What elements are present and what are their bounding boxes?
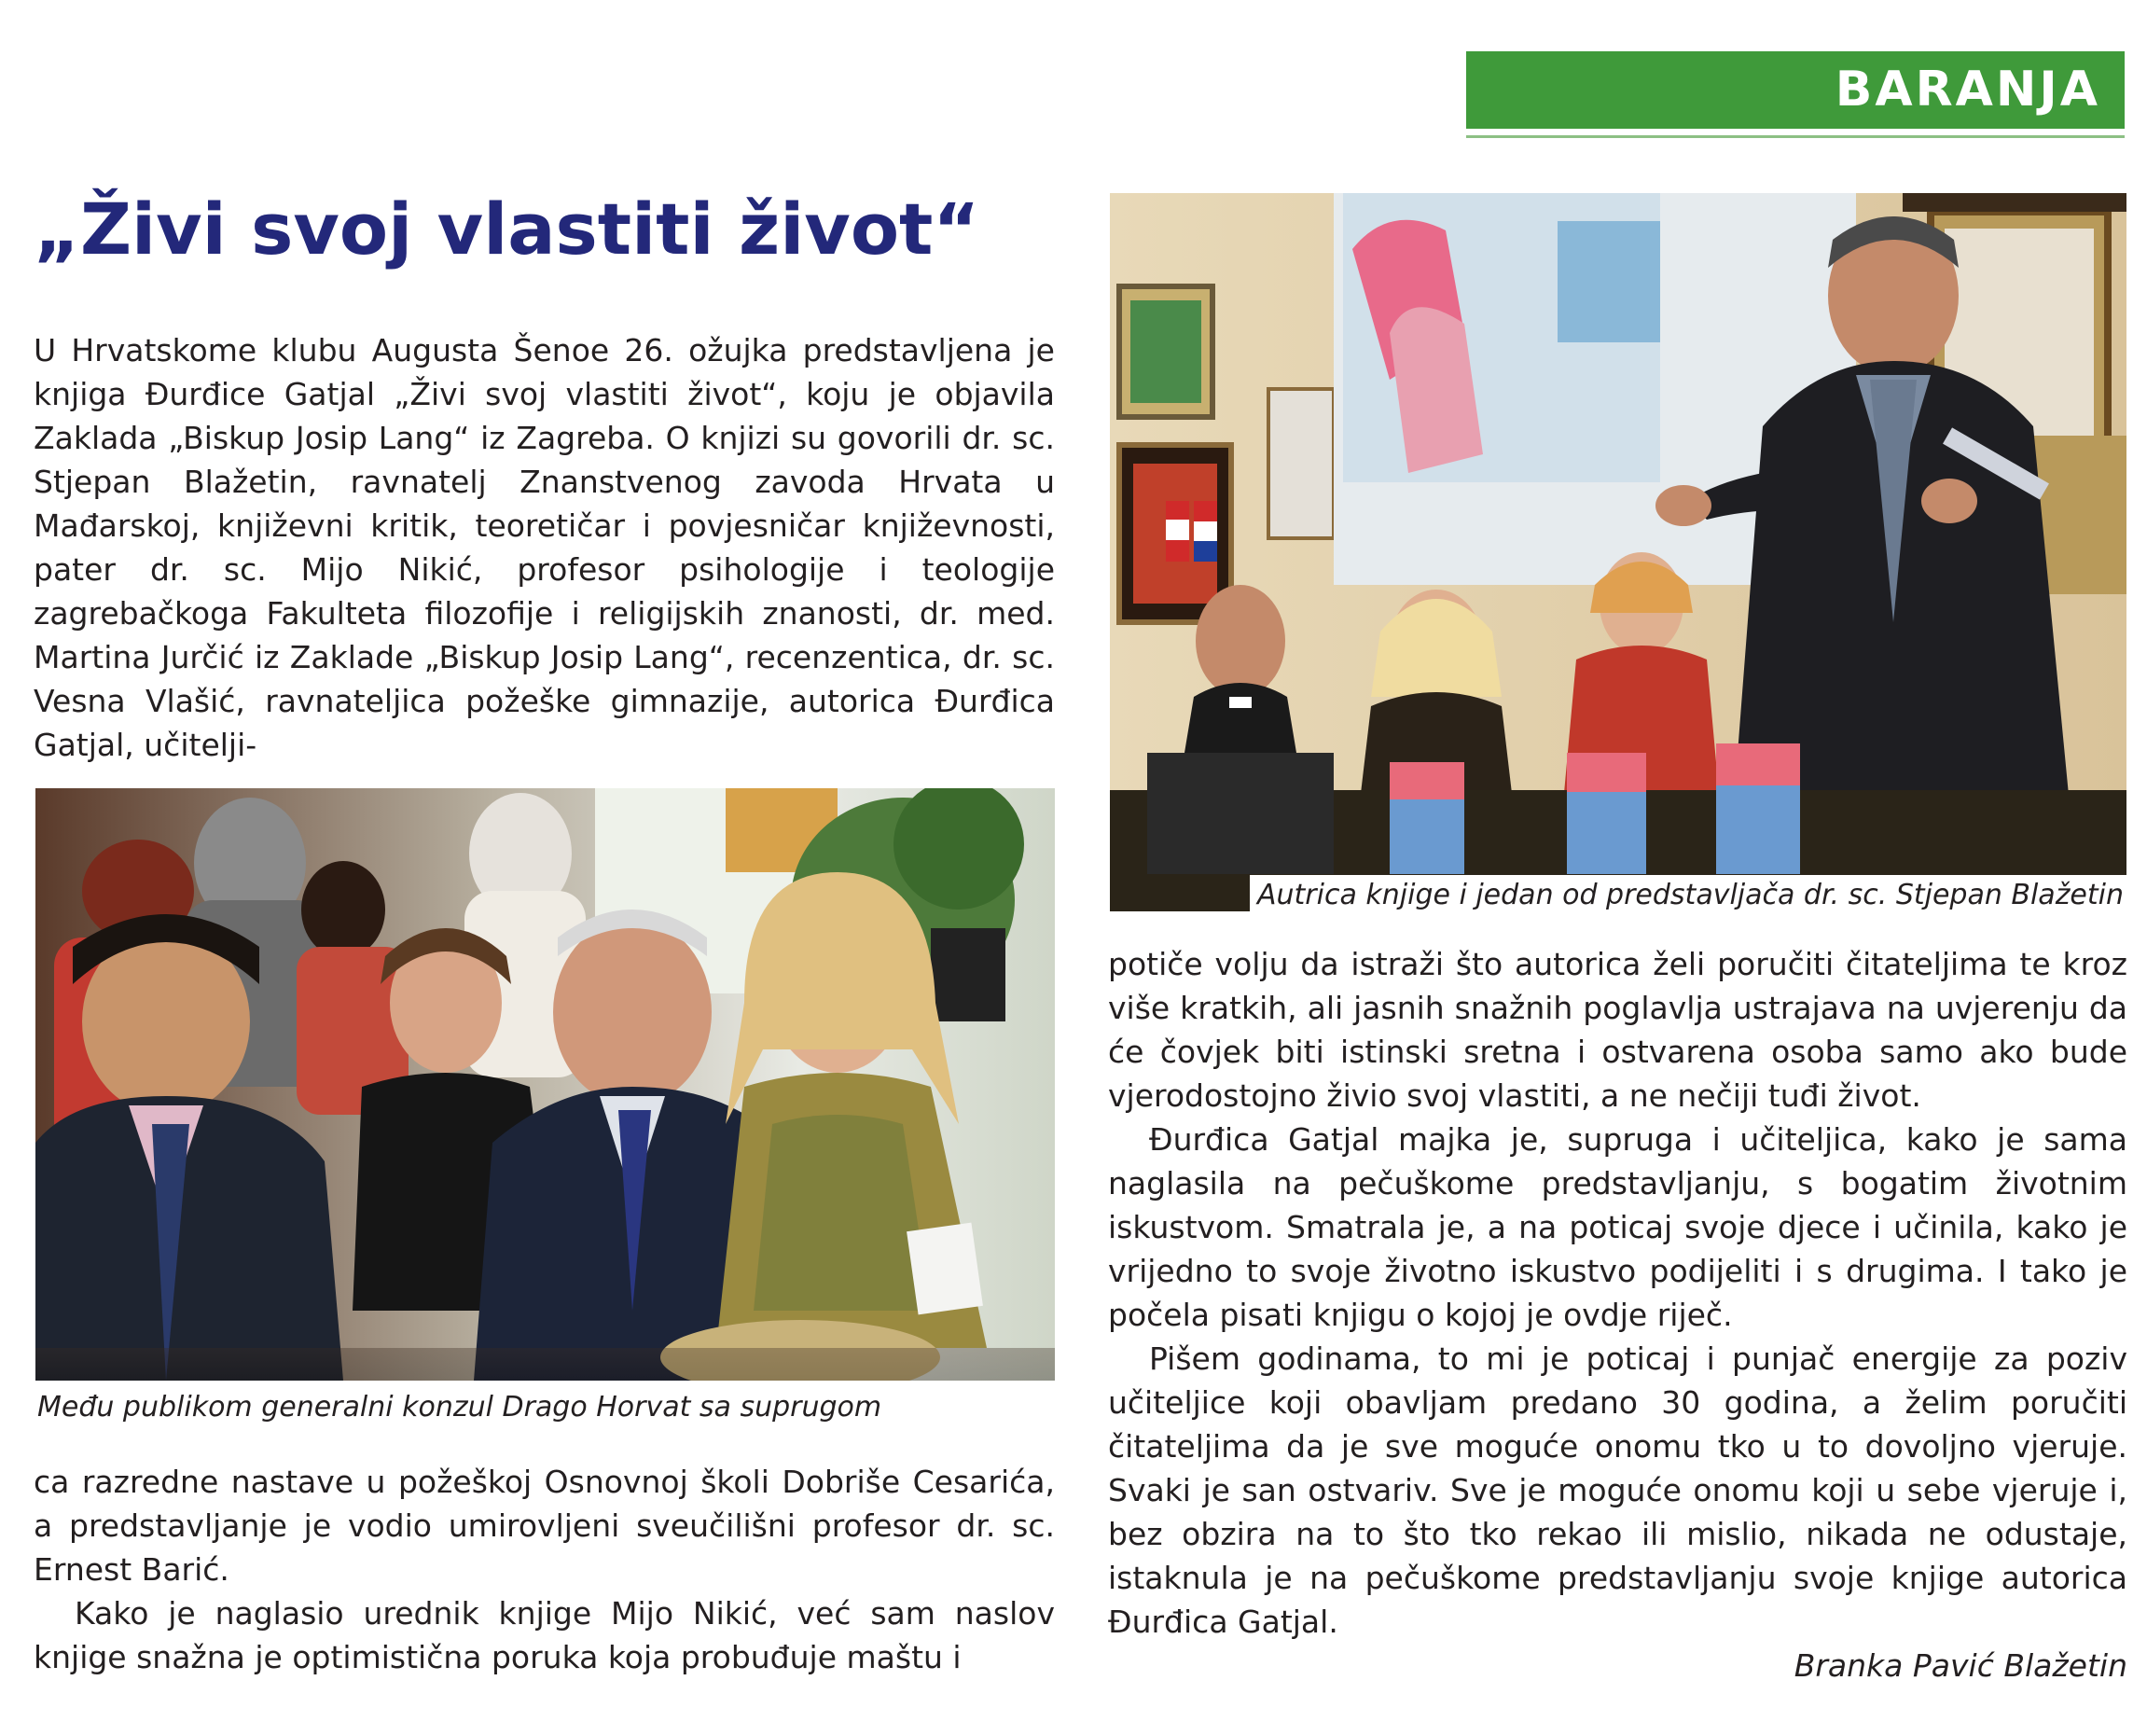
col2-paragraph-3: Pišem godinama, to mi je poticaj i punjač energije za poziv učiteljice koji obavljam predano 30 godina, a želim poručiti čitateljima da je sve moguće onomu tko u to dovoljno vjeruje. Svaki je san ostvariv. Sve je moguće onomu koji u sebe vjeruje i, bez obzira na to što tko rekao ili mislio, nikada ne odustaje, istaknula je na pečuškome predstavljanju svoje knjige autorica Đurđica Gatjal. [1108,1340,2127,1640]
intro-text [34,328,1055,767]
speaker-photo [1110,193,2126,911]
col1-paragraph-2: Kako je naglasio urednik knjige Mijo Nikić, već sam naslov knjige snažna je optimistična poruka koja probuđuje maštu i [34,1595,1055,1675]
col2-paragraph-2: Đurđica Gatjal majka je, supruga i učiteljica, kako je sama naglasila na pečuškome predstavljanju, s bogatim životnim iskustvom. Smatrala je, a na poticaj svoje djece i učinila, kako je vrijedno to svoje životno iskustvo podijeliti i s drugima. I tako je počela pisati knjigu o kojoj je ovdje riječ. [1108,1121,2127,1333]
intro-paragraph: U Hrvatskome klubu Augusta Šenoe 26. ožujka predstavljena je knjiga Đurđice Gatjal „Živi svoj vlastiti život“, koju je objavila Zaklada „Biskup Josip Lang“ iz Zagreba. O knjizi su govorili dr. sc. Stjepan Blažetin, ravnatelj Znanstvenog zavoda Hrvata u Mađarskoj, književni kritik, teoretičar i povjesničar književnosti, pater dr. sc. Mijo Nikić, profesor psihologije i teologije zagrebačkoga Fakulteta filozofije i religijskih znanosti, dr. med. Martina Jurčić iz Zaklade „Biskup Josip Lang“, recenzentica, dr. sc. Vesna Vlašić, ravnateljica požeške gimnazije, autorica Đurđica Gatjal, učitelji- [34,332,1055,763]
author-byline: Branka Pavić Blažetin [1794,1647,2127,1684]
audience-photo-caption: Među publikom generalni konzul Drago Horvat sa suprugom [37,1389,881,1426]
section-rule [1466,135,2125,138]
col2-text [1108,942,2127,1687]
article-title: „Živi svoj vlastiti život“ [34,187,980,271]
col1-paragraph-1: ca razredne nastave u požeškoj Osnovnoj školi Dobriše Cesarića, a predstavljanje je vodio umirovljeni sveučilišni profesor dr. sc. Ernest Barić. [34,1464,1055,1588]
speaker-photo-caption: Autrica knjige i jedan od predstavljača dr. sc. Stjepan Blažetin [1250,875,2131,916]
col1-bottom-text [34,1460,1055,1679]
audience-photo [35,788,1055,1381]
col2-paragraph-1: potiče volju da istraži što autorica želi poručiti čitateljima te kroz više kratkih, ali jasnih snažnih poglavlja ustrajava na uvjerenju da će čovjek biti istinski sretna i ostvarena osoba samo ako bude vjerodostojno živio svoj vlastiti, a ne nečiji tuđi život. [1108,946,2127,1114]
section-header: BARANJA [1466,51,2125,129]
